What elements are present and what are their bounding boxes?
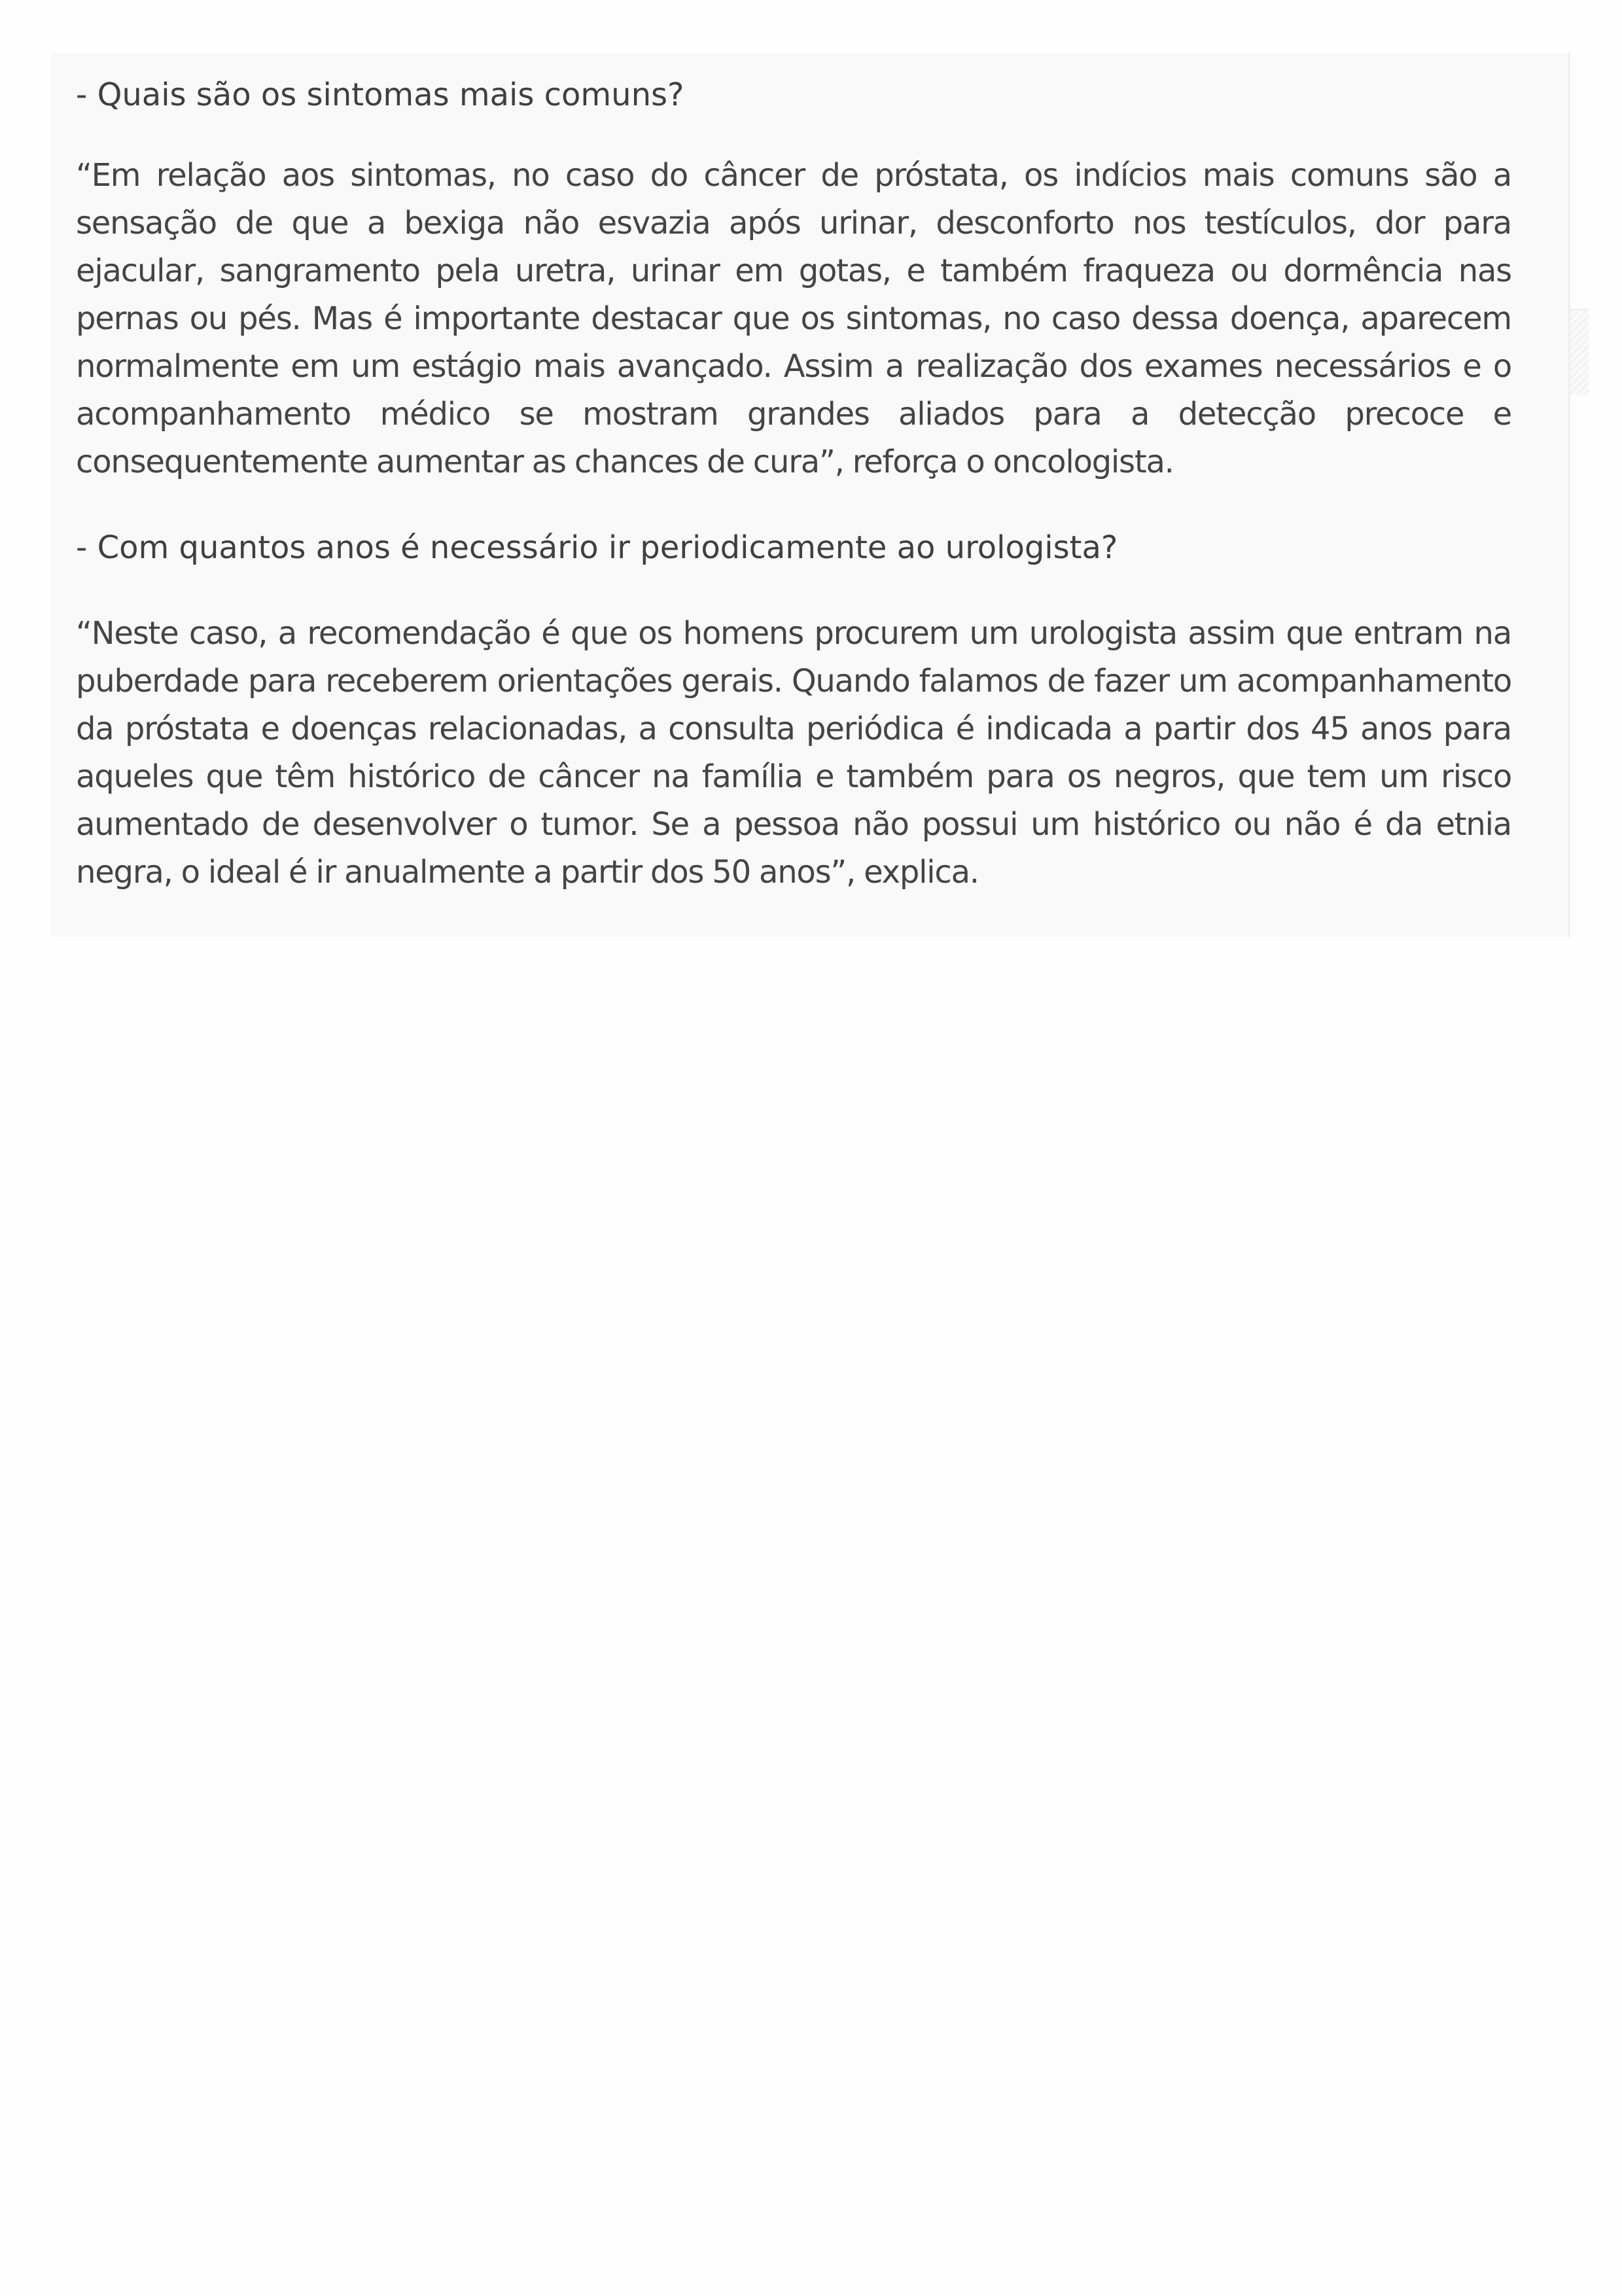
question-symptoms: - Quais são os sintomas mais comuns? [76,77,684,113]
scrollbar-remnant [1570,309,1589,395]
answer-symptoms: “Em relação aos sintomas, no caso do câncer de próstata, os indícios mais comuns são a sensação de que a bexiga não esvazia após urinar, desconforto nos testículos, dor para ejacular, sangramento pela uretra, urinar em gotas, e também fraqueza ou dormência nas pernas ou pés. Mas é importante destacar que os sintomas, no caso dessa doença, aparecem normalmente em um estágio mais avançado. Assim a realização dos exames necessários e o acompanhamento médico se mostram grandes aliados para a detecção precoce e consequentemente aumentar as chances de cura”, reforça o oncologista. [76,157,1511,480]
question-urologist-age: - Com quantos anos é necessário ir periodicamente ao urologista? [76,529,1118,566]
article-content-card [51,52,1570,937]
answer-urologist-age: “Neste caso, a recomendação é que os homens procurem um urologista assim que entram na puberdade para receberem orientações gerais. Quando falamos de fazer um acompanhamento da próstata e doenças relacionadas, a consulta periódica é indicada a partir dos 45 anos para aqueles que têm histórico de câncer na família e também para os negros, que tem um risco aumentado de desenvolver o tumor. Se a pessoa não possui um histórico ou não é da etnia negra, o ideal é ir anualmente a partir dos 50 anos”, explica. [76,615,1511,891]
